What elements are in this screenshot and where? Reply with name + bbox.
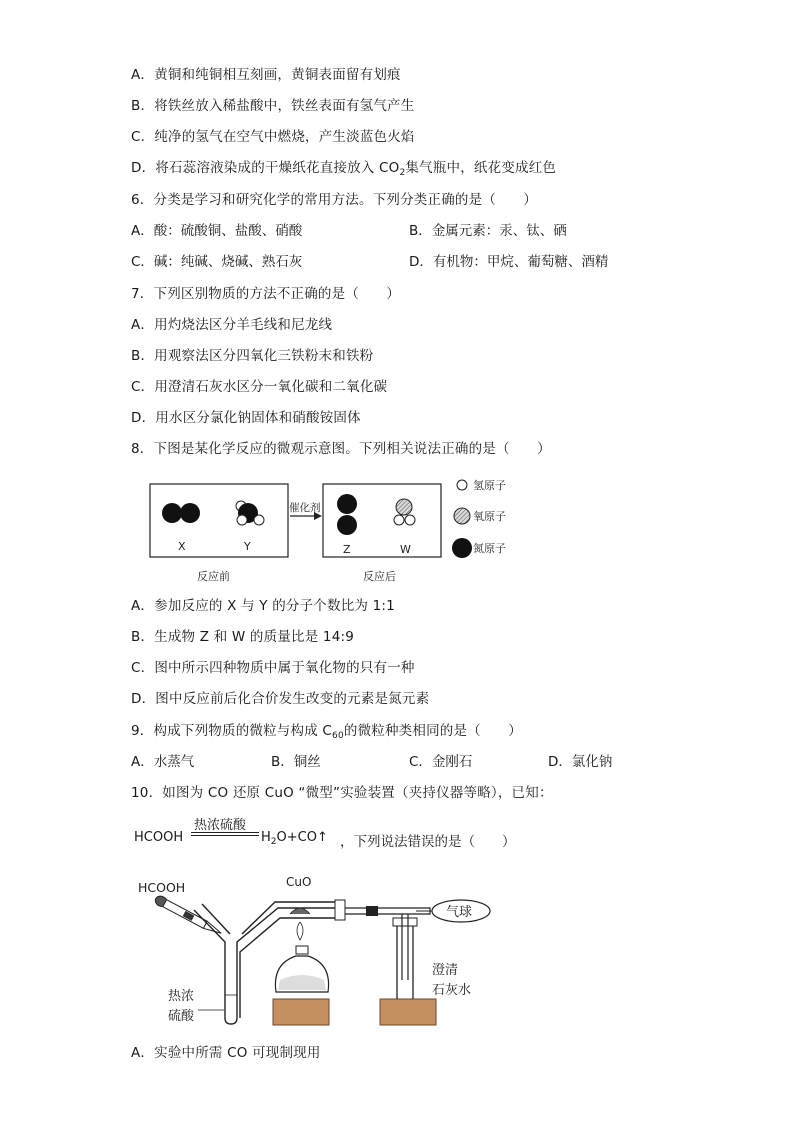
- q9-option-b: B．铜丝: [271, 754, 321, 770]
- label-x: X: [178, 540, 186, 553]
- q5-option-a: A．黄铜和纯铜相互刻画，黄铜表面留有划痕: [131, 67, 401, 83]
- q5-option-c: C．纯净的氢气在空气中燃烧，产生淡蓝色火焰: [131, 129, 415, 145]
- q9-stem-sub: 60: [332, 731, 344, 741]
- wood-block-right: [380, 999, 436, 1025]
- q9-option-c: C．金刚石: [409, 754, 473, 770]
- cuo-powder: [290, 908, 310, 914]
- q5-option-d-sub: 2: [399, 168, 406, 178]
- q5-option-d-post: 集气瓶中，纸花变成红色: [405, 160, 557, 176]
- reaction-diagram: [140, 470, 560, 588]
- legend-nitrogen-icon: [452, 538, 472, 558]
- q9-stem: [131, 721, 522, 746]
- nitrogen-atom: [162, 503, 182, 523]
- q8-stem: 8．下图是某化学反应的微观示意图。下列相关说法正确的是（ ）: [131, 441, 551, 457]
- q5-option-b: B．将铁丝放入稀盐酸中，铁丝表面有氢气产生: [131, 98, 415, 114]
- hydrogen-atom: [254, 515, 264, 525]
- q5-option-d: [131, 158, 556, 183]
- equation-tail: ，下列说法错误的是（ ）: [340, 834, 516, 850]
- hydrogen-atom: [394, 515, 404, 525]
- equation-right: [261, 830, 328, 847]
- q7-option-a: A．用灼烧法区分羊毛线和尼龙线: [131, 317, 333, 333]
- label-z: Z: [343, 543, 351, 556]
- q8-option-d: D．图中反应前后化合价发生改变的元素是氮元素: [131, 691, 430, 707]
- wood-block-left: [273, 999, 329, 1025]
- q7-stem: 7．下列区别物质的方法不正确的是（ ）: [131, 286, 401, 302]
- q9-option-a: A．水蒸气: [131, 754, 195, 770]
- nitrogen-atom: [337, 494, 357, 514]
- q7-option-b: B．用观察法区分四氧化三铁粉末和铁粉: [131, 348, 374, 364]
- q8-option-b: B．生成物 Z 和 W 的质量比是 14:9: [131, 629, 355, 645]
- q10-option-a: A．实验中所需 CO 可现制现用: [131, 1045, 321, 1061]
- legend-oxygen-icon: [454, 508, 470, 524]
- equation-arrow-line: [191, 832, 259, 833]
- q5-option-d-pre: D．将石蕊溶液染成的干燥纸花直接放入 CO: [131, 160, 400, 176]
- alcohol-lamp-icon: [275, 922, 328, 992]
- cuo-label: CuO: [286, 875, 312, 889]
- q6-stem: 6．分类是学习和研究化学的常用方法。下列分类正确的是（ ）: [131, 192, 538, 208]
- equation-condition: 热浓硫酸: [194, 818, 247, 833]
- acid-label-2: 硫酸: [168, 1009, 195, 1024]
- legend-nitrogen-label: 氮原子: [473, 542, 506, 555]
- before-caption: 反应前: [197, 570, 230, 583]
- q8-option-a: A．参加反应的 X 与 Y 的分子个数比为 1:1: [131, 598, 395, 614]
- lime-label-1: 澄清: [432, 963, 459, 978]
- balloon-label: 气球: [446, 905, 473, 920]
- q8-option-c: C．图中所示四种物质中属于氧化物的只有一种: [131, 660, 415, 676]
- nitrogen-atom: [337, 515, 357, 535]
- legend-hydrogen-label: 氢原子: [473, 479, 506, 492]
- label-w: W: [400, 543, 411, 556]
- after-caption: 反应后: [363, 570, 396, 583]
- lime-label-2: 石灰水: [432, 983, 472, 998]
- q7-option-d: D．用水区分氯化钠固体和硝酸铵固体: [131, 410, 361, 426]
- q10-equation: [134, 814, 554, 850]
- hydrogen-atom: [405, 515, 415, 525]
- stopper: [335, 900, 345, 920]
- equation-arrow-line-2: [191, 835, 259, 836]
- q9-stem-post: 的微粒种类相同的是（ ）: [343, 723, 522, 739]
- legend-hydrogen-icon: [457, 480, 467, 490]
- catalyst-label: 催化剂: [289, 502, 321, 514]
- apparatus-diagram: [130, 870, 510, 1030]
- q7-option-c: C．用澄清石灰水区分一氧化碳和二氧化碳: [131, 379, 388, 395]
- equation-left: HCOOH: [134, 830, 184, 845]
- equation-right-rest: O+CO↑: [276, 830, 328, 845]
- q6-option-c: C．碱：纯碱、烧碱、熟石灰: [131, 254, 303, 270]
- hydrogen-atom: [237, 515, 247, 525]
- q6-option-d: D．有机物：甲烷、葡萄糖、酒精: [409, 254, 609, 270]
- equation-right-h: H: [261, 830, 271, 845]
- oxygen-atom: [396, 499, 412, 515]
- q10-stem: 10．如图为 CO 还原 CuO “微型”实验装置（夹持仪器等略），已知：: [131, 785, 553, 801]
- acid-label-1: 热浓: [168, 989, 195, 1004]
- q6-option-b: B．金属元素：汞、钛、硒: [409, 223, 567, 239]
- hcooh-label: HCOOH: [138, 880, 186, 895]
- q6-option-a: A．酸：硫酸铜、盐酸、硝酸: [131, 223, 303, 239]
- equation-right-sub: 2: [270, 837, 277, 847]
- legend-oxygen-label: 氧原子: [473, 510, 506, 523]
- nitrogen-atom: [180, 503, 200, 523]
- q9-option-d: D．氯化钠: [548, 754, 613, 770]
- q9-stem-pre: 9．构成下列物质的微粒与构成 C: [131, 723, 333, 739]
- label-y: Y: [244, 540, 251, 553]
- lime-water-tube: [397, 924, 413, 1004]
